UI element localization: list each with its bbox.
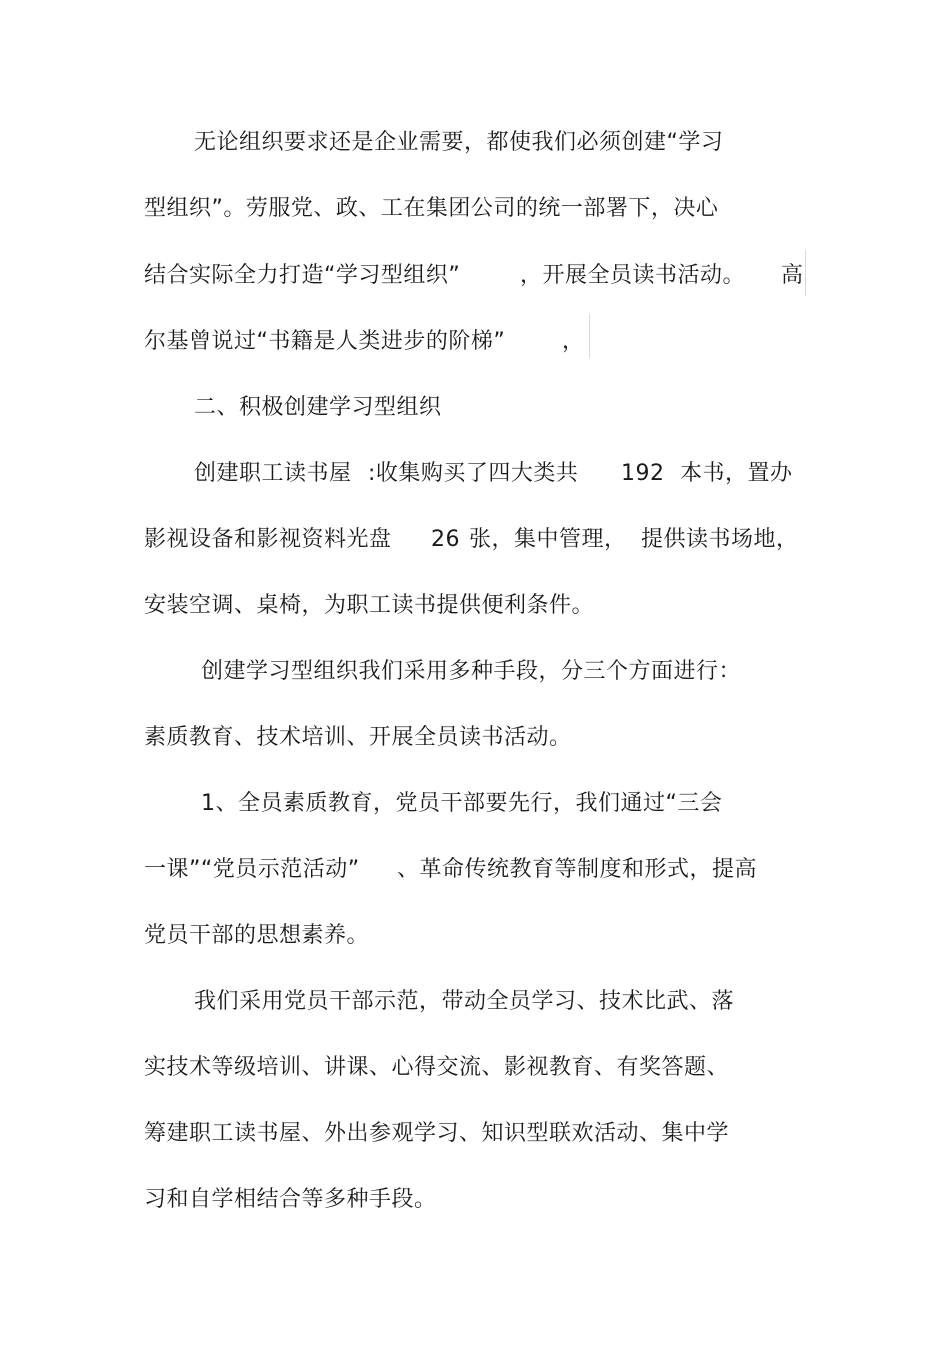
paragraph-line: 提供读书场地， [641, 527, 799, 552]
paragraph-line: ， [562, 329, 585, 354]
paragraph-line: 党员干部的思想素养。 [144, 923, 370, 948]
paragraph-line: 26 [431, 527, 460, 552]
paragraph-line: 、革命传统教育等制度和形式，提高 [397, 857, 758, 882]
text-frame-marker [589, 314, 590, 358]
paragraph-line: 1、全员素质教育，党员干部要先行，我们通过“三会 [201, 791, 723, 816]
section-heading: 二、积极创建学习型组织 [194, 395, 442, 420]
paragraph-line: 我们采用党员干部示范，带动全员学习、技术比武、落 [194, 989, 735, 1014]
paragraph-line: 无论组织要求还是企业需要，都使我们必须创建“学习 [194, 130, 724, 155]
paragraph-line: 结合实际全力打造“学习型组织” [144, 263, 461, 288]
paragraph-line: 型组织”。劳服党、政、工在集团公司的统一部署下，决心 [144, 196, 719, 221]
paragraph-line: 创建学习型组织我们采用多种手段，分三个方面进行： [201, 659, 742, 684]
paragraph-line: 创建职工读书屋 [194, 461, 352, 486]
paragraph-line: 本书，置办 [680, 461, 793, 486]
paragraph-line: 192 [621, 461, 665, 486]
text-frame-marker [805, 250, 806, 296]
paragraph-line: 尔基曾说过“书籍是人类进步的阶梯” [144, 329, 506, 354]
paragraph-line: 安装空调、桌椅，为职工读书提供便利条件。 [144, 593, 595, 618]
paragraph-line: 素质教育、技术培训、开展全员读书活动。 [144, 725, 572, 750]
paragraph-line: 实技术等级培训、讲课、心得交流、影视教育、有奖答题、 [144, 1055, 730, 1080]
paragraph-line: ，开展全员读书活动。 [520, 263, 746, 288]
paragraph-line: 一课”“党员示范活动” [144, 857, 360, 882]
paragraph-line: 习和自学相结合等多种手段。 [144, 1187, 437, 1212]
paragraph-line: 高 [781, 263, 804, 288]
paragraph-line: 张，集中管理， [469, 527, 627, 552]
paragraph-line: 筹建职工读书屋、外出参观学习、知识型联欢活动、集中学 [144, 1121, 730, 1146]
paragraph-line: :收集购买了四大类共 [368, 461, 579, 486]
paragraph-line: 影视设备和影视资料光盘 [144, 527, 392, 552]
